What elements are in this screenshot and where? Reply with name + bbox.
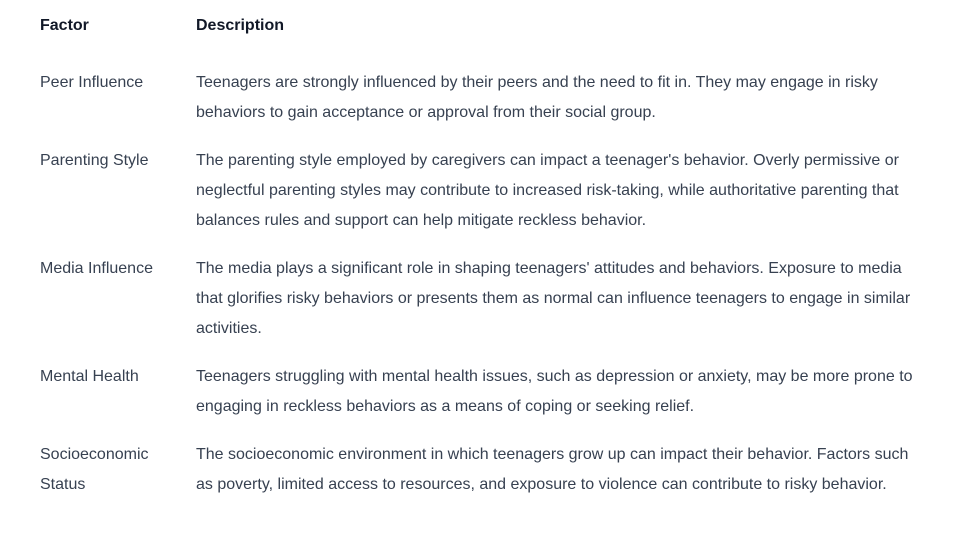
description-cell: The socioeconomic environment in which teenagers grow up can impact their behavior. Factors such as poverty, limited access to resources, and exposure to violence can contribute to risky behavior.: [196, 446, 909, 493]
factor-cell: Socioeconomic Status: [40, 446, 149, 493]
table-row: [32, 60, 922, 138]
factors-table: [32, 6, 922, 510]
description-cell: Teenagers are strongly influenced by their peers and the need to fit in. They may engage in risky behaviors to gain acceptance or approval from their social group.: [196, 74, 878, 121]
factor-cell: Media Influence: [40, 260, 153, 277]
table-row: [32, 432, 922, 510]
factor-cell: Parenting Style: [40, 152, 149, 169]
header-factor: Factor: [40, 17, 89, 34]
factor-cell: Peer Influence: [40, 74, 144, 91]
table-row: [32, 246, 922, 354]
table-row: [32, 138, 922, 246]
header-description: Description: [196, 17, 285, 34]
description-cell: The media plays a significant role in shaping teenagers' attitudes and behaviors. Exposure to media that glorifies risky behaviors or presents them as normal can influence teenagers to engage in similar activities.: [196, 260, 911, 337]
table-header-row: [32, 6, 922, 60]
description-cell: The parenting style employed by caregivers can impact a teenager's behavior. Overly permissive or neglectful parenting styles may contribute to increased risk-taking, while authoritative parenting that balances rules and support can help mitigate reckless behavior.: [196, 152, 899, 229]
description-cell: Teenagers struggling with mental health issues, such as depression or anxiety, may be more prone to engaging in reckless behaviors as a means of coping or seeking relief.: [196, 368, 913, 415]
factor-cell: Mental Health: [40, 368, 139, 385]
table-row: [32, 354, 922, 432]
